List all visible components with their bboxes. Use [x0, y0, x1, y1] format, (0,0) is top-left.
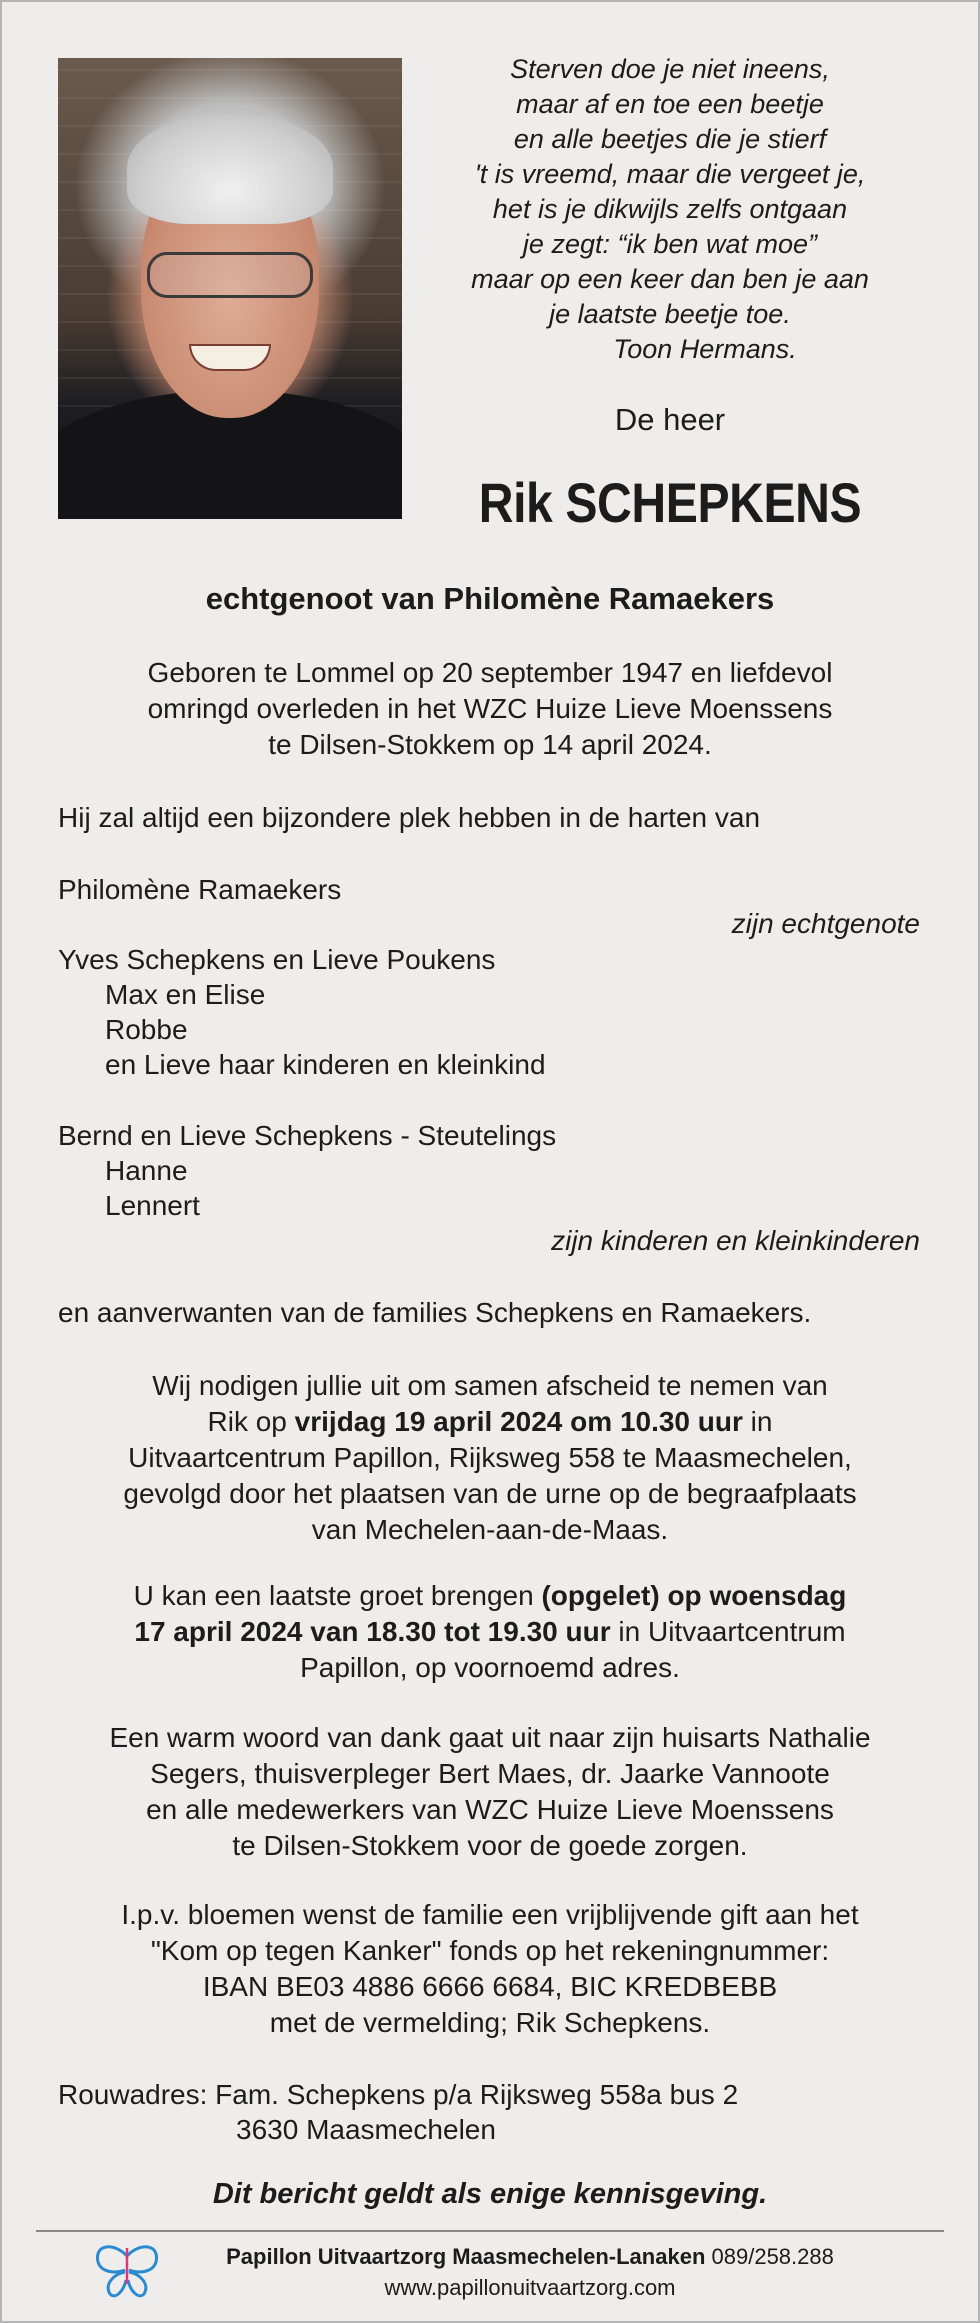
- visit-line: Papillon, op voornoemd adres.: [300, 1652, 680, 1683]
- farewell-datetime: vrijdag 19 april 2024 om 10.30 uur: [294, 1406, 743, 1437]
- thanks-text: [40, 1720, 940, 1864]
- footer-website[interactable]: www.papillonuitvaartzorg.com: [384, 2275, 676, 2300]
- visit-line: U kan een laatste groet brengen (opgelet) op woensdag: [133, 1580, 847, 1611]
- farewell-line: Rik op vrijdag 19 april 2024 om 10.30 uur in: [207, 1406, 773, 1437]
- footer-divider: [36, 2230, 944, 2232]
- thanks-line: Segers, thuisverpleger Bert Maes, dr. Jaarke Vannoote: [150, 1758, 830, 1789]
- deceased-name: Rik SCHEPKENS: [478, 471, 862, 534]
- farewell-line: Uitvaartcentrum Papillon, Rijksweg 558 te Maasmechelen,: [128, 1442, 852, 1473]
- poem-line: en alle beetjes die je stierf: [513, 124, 827, 154]
- company-name: Papillon Uitvaartzorg Maasmechelen-Lanaken: [226, 2244, 706, 2269]
- visit-info: [40, 1578, 940, 1686]
- visit-time-bold: 17 april 2024 van 18.30 tot 19.30 uur: [134, 1616, 611, 1647]
- footer-company: [0, 2242, 980, 2272]
- family-child: en Lieve haar kinderen en kleinkind: [105, 1049, 546, 1080]
- poem-line: Sterven doe je niet ineens,: [510, 54, 830, 84]
- poem: [420, 52, 920, 367]
- visit-date-bold: (opgelet) op woensdag: [541, 1580, 847, 1611]
- family-child: Robbe: [105, 1014, 188, 1045]
- company-phone: 089/258.288: [711, 2244, 834, 2269]
- farewell-line: gevolgd door het plaatsen van de urne op de begraafplaats: [123, 1478, 857, 1509]
- birth-line: omringd overleden in het WZC Huize Lieve Moenssens: [147, 693, 833, 724]
- family-parents: Yves Schepkens en Lieve Poukens: [58, 944, 496, 975]
- thanks-line: Een warm woord van dank gaat uit naar zijn huisarts Nathalie: [109, 1722, 871, 1753]
- poem-author: Toon Hermans.: [613, 334, 797, 364]
- farewell-info: [40, 1368, 940, 1548]
- address-line: 3630 Maasmechelen: [236, 2114, 496, 2145]
- family-child: Max en Elise: [105, 979, 266, 1010]
- closing-notice: Dit bericht geldt als enige kennisgeving.: [212, 2178, 768, 2210]
- family-group-2: [58, 1118, 556, 1223]
- portrait-photo: [58, 58, 402, 519]
- donation-line: met de vermelding; Rik Schepkens.: [269, 2007, 711, 2038]
- family-child: Hanne: [105, 1155, 188, 1186]
- donation-text: [40, 1897, 940, 2041]
- donation-line: IBAN BE03 4886 6666 6684, BIC KREDBEBB: [202, 1971, 778, 2002]
- spouse-role: zijn echtgenote: [731, 908, 920, 939]
- birth-death-info: [40, 655, 940, 763]
- poem-line: je laatste beetje toe.: [549, 299, 791, 329]
- donation-line: "Kom op tegen Kanker" fonds op het rekeningnummer:: [150, 1935, 830, 1966]
- family-child: Lennert: [105, 1190, 200, 1221]
- children-role: zijn kinderen en kleinkinderen: [551, 1225, 920, 1256]
- mourning-address: [58, 2077, 738, 2147]
- relatives-line: en aanverwanten van de families Schepkens en Ramaekers.: [58, 1297, 812, 1328]
- farewell-line: van Mechelen-aan-de-Maas.: [311, 1514, 669, 1545]
- farewell-line: Wij nodigen jullie uit om samen afscheid te nemen van: [152, 1370, 828, 1401]
- spouse-line: echtgenoot van Philomène Ramaekers: [205, 581, 775, 616]
- thanks-line: te Dilsen-Stokkem voor de goede zorgen.: [232, 1830, 748, 1861]
- family-parents: Bernd en Lieve Schepkens - Steutelings: [58, 1120, 557, 1151]
- poem-line: 't is vreemd, maar die vergeet je,: [474, 159, 866, 189]
- donation-line: I.p.v. bloemen wenst de familie een vrijblijvende gift aan het: [121, 1899, 859, 1930]
- poem-line: maar op een keer dan ben je aan: [471, 264, 869, 294]
- visit-line: 17 april 2024 van 18.30 tot 19.30 uur in Uitvaartcentrum: [134, 1616, 846, 1647]
- birth-line: te Dilsen-Stokkem op 14 april 2024.: [268, 729, 712, 760]
- poem-line: maar af en toe een beetje: [516, 89, 824, 119]
- birth-line: Geboren te Lommel op 20 september 1947 en liefdevol: [147, 657, 833, 688]
- salutation: De heer: [614, 402, 726, 437]
- address-line: Rouwadres: Fam. Schepkens p/a Rijksweg 558a bus 2: [58, 2079, 739, 2110]
- thanks-line: en alle medewerkers van WZC Huize Lieve Moenssens: [146, 1794, 834, 1825]
- spouse-name: Philomène Ramaekers: [58, 874, 342, 905]
- family-group-1: [58, 942, 546, 1082]
- poem-line: het is je dikwijls zelfs ontgaan: [492, 194, 848, 224]
- intro-text: Hij zal altijd een bijzondere plek hebben in de harten van: [58, 802, 761, 833]
- poem-line: je zegt: “ik ben wat moe”: [522, 229, 818, 259]
